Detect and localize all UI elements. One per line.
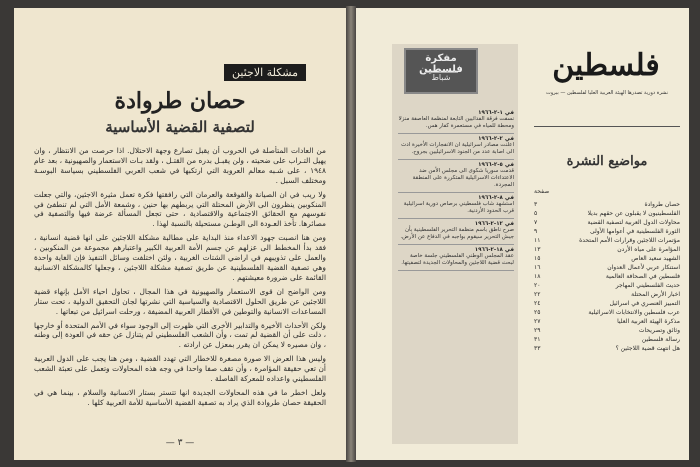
calendar-date: في ١٨-٢-١٩٦٦ bbox=[474, 247, 514, 253]
calendar-text: اعلنت مصادر اسرائيلية ان الانفجارات الأخيرة ادت الى اصابة عدد من الجنود الاسرائيليين بجروح. bbox=[401, 142, 514, 155]
magazine-title: فلسطين bbox=[552, 48, 660, 83]
section-label: مشكلة الاجئين bbox=[224, 64, 306, 81]
calendar-date: في ٥-٢-١٩٦٦ bbox=[478, 162, 514, 168]
calendar-date: في ٢-٢-١٩٦٦ bbox=[478, 136, 514, 142]
paragraph: ومن الواضح ان قوى الاستعمار والصهيونية في هذا المجال ، تحاول احياء الأمل بإنهاء قضية اللاجئين عن طريق الحلول الاقتصادية والسياسية التي نشرتها لجان التحقيق الدولية ، تحت ستار المساعدات الانسانية والتوطين في الأقطار العربية المضيفة ، ورحلت اسرائيل من تبعاتها . bbox=[34, 286, 326, 316]
toc-entry-page: ٣٣ bbox=[534, 345, 541, 352]
toc-entry bbox=[534, 299, 680, 308]
paragraph: ومن هنا انصبت جهود الاعداء منذ البداية على مطالبة مشكلة اللاجئين على انها قضية انسانية ، فقد بدأ المخطط الى عزلهم عن جسم الأمة العربية الكبير واعتبارهم مجموعة من المنكوبين ، والعمل على تذويبهم في اراضي الشتات الغربية ، ولئن اختلفت وسائل التنفيذ فإن الغاية واحدة وهي تصفية القضية الفلسطينية عن طريق تصفية مشكلة اللاجئين ، وجعلها كالمشكلة الانسانية القائمة على ضرورة معيشتهم . bbox=[34, 233, 326, 282]
toc-entry-title: حديث الفلسطيني المهاجر bbox=[615, 282, 680, 289]
calendar-item bbox=[398, 193, 514, 219]
toc-entry-page: ٣ bbox=[534, 201, 538, 208]
toc-entry-title: المؤامرة على مياه الأردن bbox=[617, 246, 680, 253]
calendar-item bbox=[398, 219, 514, 245]
article-body bbox=[34, 146, 326, 418]
calendar-text: صرح ناطق باسم منظمة التحرير الفلسطينية بأن جيش التحرير سيقوم بواجبه في الدفاع عن الأرض. bbox=[400, 227, 514, 240]
toc-entry-page: ٧ bbox=[534, 219, 538, 226]
paragraph: وليس هذا العرض الا صورة مصغرة للاخطار التي تهدد القضية ، ومن هنا يجب على الدول العربية أن تعي حقيقة المؤامرة ، وأن تقف صفا واحدا في وجه هذه المحاولات وتعمل على تعبئة الشعب الفلسطيني واعداده للمعركة الفاصلة . bbox=[34, 354, 326, 384]
calendar-date: في ٨-٢-١٩٦٦ bbox=[478, 195, 514, 201]
toc-entry bbox=[534, 227, 680, 236]
calendar-text: نسفت فرقة الفدائيين التابعة لمنظمة العاصفة منزلا ومحطة للمياه في مستعمرة كفار هس. bbox=[398, 116, 514, 129]
toc-entry bbox=[534, 254, 680, 263]
calendar-date: في ١-٢-١٩٦٦ bbox=[478, 110, 514, 116]
toc-entry bbox=[534, 272, 680, 281]
toc-entry bbox=[534, 335, 680, 344]
paragraph: من العادات المتأصلة في الحروب أن يقبل تصارع وجهة الاحتلال. اذا حرصت من الانتظار ، وان يهيل التـراب على ضحيته ، ولن يقبـل بدره من القتـل ، ولقد بـات الاستعمار والصهيونية ، بعد عام ١٩٤٨ ، على شـبه معالم العروبة التي ارتكبها في شعب العربي الفلسطيني بسياسة البوسـة ومختلف السبل . bbox=[34, 146, 326, 185]
toc-entry-page: ١١ bbox=[534, 237, 541, 244]
toc-entry-title: مذكرة الهيئة العربية العليا bbox=[617, 318, 680, 325]
paragraph: ولا ريب في ان الصيانة والقوقعة والعرمان التي رافقتها فكرة تعمل مثيرة الاجئين، والتي جعلت المنكوبين ينظرون الى الأرض المحتلة التي يربطهم بها حنين ، وشمعة الأمل التي لم تنطفئ في نفوسهم مع الحقائق الاجتماعية والاقتصادية ، حتى تجعل المسألة عرضة فيها والتصفية في مصائرها. تأخذ العـودة الى الوطـن مستحيلة بالنسبة لهذا . bbox=[34, 189, 326, 229]
toc-entry bbox=[534, 209, 680, 218]
toc-entry-page: ١٦ bbox=[534, 264, 541, 271]
left-page bbox=[14, 8, 346, 460]
toc-entry-page: ٢٠ bbox=[534, 282, 541, 289]
toc-entry bbox=[534, 290, 680, 299]
toc-entry bbox=[534, 263, 680, 272]
toc-entry-title: الثورة الفلسطينية في أعوامها الأولى bbox=[589, 228, 680, 235]
toc-entry-page: ١٣ bbox=[534, 246, 541, 253]
paragraph: ولكن الأحداث الأخيرة والتدابير الأخرى التي ظهرت إلى الوجود سواء في الأمم المتحدة أو خارجها ، دلت على أن القضية لم تمت ، وأن الشعب الفلسطيني لم يتنازل عن حقه في العودة إلى وطنه ، وان مصيره لا يمكن ان يقرر بمعزل عن ارادته . bbox=[34, 320, 326, 350]
article-subtitle: لتصفية القضية الأساسية bbox=[105, 118, 255, 136]
table-of-contents bbox=[534, 200, 680, 450]
toc-entry bbox=[534, 281, 680, 290]
calendar-header bbox=[404, 48, 478, 94]
calendar-title: مفكرة فلسطين bbox=[419, 53, 463, 75]
toc-entry-page: ١٨ bbox=[534, 273, 541, 280]
toc-entry bbox=[534, 326, 680, 335]
toc-entry bbox=[534, 200, 680, 209]
calendar-item bbox=[398, 134, 514, 160]
toc-entry-page: ٢٧ bbox=[534, 318, 541, 325]
toc-page-label: صفحة bbox=[534, 188, 550, 195]
article-title: حصان طروادة bbox=[114, 88, 246, 114]
toc-entry-page: ٣١ bbox=[534, 336, 541, 343]
page-number: — ٣ — bbox=[165, 438, 195, 448]
toc-entry-title: هل انتهت قضية اللاجئين ؟ bbox=[615, 345, 680, 352]
toc-entry bbox=[534, 236, 680, 245]
calendar-month: شباط bbox=[424, 72, 458, 82]
calendar-item bbox=[398, 245, 514, 271]
toc-entry bbox=[534, 245, 680, 254]
toc-entry-title: اخبار الأرض المحتلة bbox=[631, 291, 680, 298]
toc-entry-title: عرب فلسطين والانتخابات الاسرائيلية bbox=[588, 309, 680, 316]
toc-entry-page: ١٥ bbox=[534, 255, 541, 262]
divider bbox=[534, 126, 680, 127]
toc-entry-page: ٢٩ bbox=[534, 327, 541, 334]
calendar-list bbox=[398, 108, 514, 438]
paragraph: ولعل اخطر ما في هذه المحاولات الجديدة انها تتستر بستار الانسانية والسلام ، بينما هي في الحقيقة حصان طروادة الذي يراد به تصفية القضية الأساسية للأمة العربية كلها . bbox=[34, 387, 326, 407]
toc-entry-title: وثائق وتصريحات bbox=[638, 327, 680, 334]
toc-entry-page: ٥ bbox=[534, 210, 538, 217]
toc-entry-title: رسالة فلسطين bbox=[641, 336, 680, 343]
calendar-item bbox=[398, 160, 514, 193]
right-page bbox=[356, 8, 689, 460]
book-spine bbox=[346, 6, 356, 462]
toc-entry bbox=[534, 308, 680, 317]
toc-entry bbox=[534, 317, 680, 326]
toc-entry-title: التمييز العنصري في اسرائيل bbox=[609, 300, 680, 307]
toc-entry bbox=[534, 218, 680, 227]
toc-entry-title: حصان طروادة bbox=[644, 201, 680, 208]
calendar-date: في ١٢-٢-١٩٦٦ bbox=[474, 221, 514, 227]
toc-entry-page: ٢٤ bbox=[534, 300, 541, 307]
toc-title: مواضيع النشرة bbox=[566, 154, 648, 169]
calendar-text: قدمت سوريا شكوى الى مجلس الأمن ضد الاعتداءات الاسرائيلية المتكررة على المنطقة المجردة. bbox=[412, 168, 514, 188]
toc-entry-page: ٩ bbox=[534, 228, 538, 235]
toc-entry-page: ٢٥ bbox=[534, 309, 541, 316]
calendar-item bbox=[398, 108, 514, 134]
toc-entry-title: محاولات الدول العربية لتصفية القضية bbox=[587, 219, 680, 226]
toc-entry-title: فلسطين في الصحافة العالمية bbox=[605, 273, 680, 280]
calendar-text: استشهد شاب فلسطيني برصاص دورية اسرائيلية قرب الحدود الأردنية. bbox=[403, 201, 514, 214]
calendar-text: عقد المجلس الوطني الفلسطيني جلسة خاصة لبحث قضية اللاجئين والمحاولات الجديدة لتصفيتها. bbox=[401, 253, 514, 266]
toc-entry-title: الشهيد سعيد العاص bbox=[631, 255, 680, 262]
toc-entry-title: الفلسطينيون لا يقبلون عن حقهم بديلا bbox=[587, 210, 680, 217]
toc-entry-page: ٢٢ bbox=[534, 291, 541, 298]
toc-entry bbox=[534, 344, 680, 353]
toc-entry-title: مؤتمرات اللاجئين وقرارات الأمم المتحدة bbox=[579, 237, 680, 244]
toc-entry-title: استنكار عربي لأعمال العدوان bbox=[607, 264, 680, 271]
magazine-description: نشرة دورية تصدرها الهيئة العربية العليا لفلسطين — بيروت bbox=[546, 90, 668, 96]
